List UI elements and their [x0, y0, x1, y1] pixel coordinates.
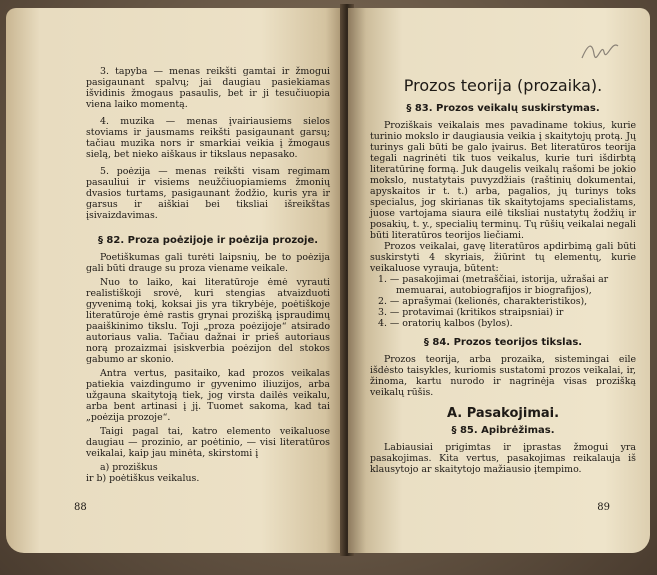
left-paragraph-3: Antra vertus, pasitaiko, kad prozos veikalas patiekia vaizdingumo ir gyvenimo iliuzijos, arba užgauna skaitytoją tiek, jog virsta dailės veikalu, arba bent artinasi į jį. Tuomet sakoma, kad tai „poėzija prozoje“. [86, 368, 330, 423]
left-page-number: 88 [74, 502, 87, 513]
left-paragraph-2: Nuo to laiko, kai literatūroje ėmė vyrauti realistiškoji srovė, kuri stengias atvaizduoti gyvenimą tokį, koksai jis yra tikrybėje, poėtiškoje literatūroje ėmė rastis grynai prozišką įspraudimų paaiškinimo tikslu. Toji „proza poėzijoje“ atsirado autoriaus valia. Tačiau dažnai ir prieš autoriaus norą prozaizmai įsiskverbia poėzijon del stokos gabumo ar skonio. [86, 277, 330, 365]
left-page [6, 8, 346, 553]
right-sec83-paragraph-1: Proziškais veikalais mes pavadiname tokius, kurie turinio mokslo ir daugiausia veikia į skaitytojų protą. Jų turinys gali būti be galo įvairus. Bet literatūros teorija tegali nagrinėti tik tuos veikalus, kurie turi išdirbtą literatūrinę formą. Juk daugelis veikalų rašomi be jokio mokslo, nustatytais puvyzdžiais (raštinių dokumentai, apyskaitos ir t. t.) arba, pagalios, jų turinys toks specialus, jog skirianas tik skaitytojams specialistams, juose vartojama siaura eilė tiksliai nustatytų žodžių ir posakių, t. y., specialių terminų. Tų rūšių veikalai negali būti literatūros teorijos liečiami. [370, 120, 636, 241]
right-sec83-list-item-3: 3. — protavimai (kritikos straipsniai) ir [378, 307, 564, 318]
left-paragraph-4: Taigi pagal tai, katro elemento veikaluose daugiau — prozinio, ar poėtinio, — visi literatūros veikalai, kaip jau minėta, skirstomi į [86, 426, 330, 459]
left-item-poezija: 5. poėzija — menas reikšti visam regimam pasauliui ir visiems neužčiuopiamiems žmonių dvasios turtams, pasigaunant žodžio, kuris yra ir garsus ir aiškiai bei tiksliai išreikštas įsivaizdavimas. [86, 166, 330, 221]
right-sec83-list-item-4: 4. — oratorių kalbos (bylos). [378, 318, 513, 329]
right-section-83-title: § 83. Prozos veikalų suskirstymas. [406, 103, 600, 114]
right-sec85-paragraph: Labiausiai prigimtas ir įprastas žmogui yra pasakojimas. Kita vertus, pasakojimas reikalauja iš klausytojo ar skaitytojo mažiausio įtempimo. [370, 442, 636, 475]
left-list-a: a) proziškus [100, 462, 158, 473]
right-section-84-title: § 84. Prozos teorijos tikslas. [423, 337, 583, 348]
left-item-tapyba: 3. tapyba — menas reikšti gamtai ir žmogui pasigaunant spalvų; jai daugiau pasiekiamas išvidinis žmogaus pasaulis, bet ir ji tesučiuopia viena laiko momentą. [86, 66, 330, 110]
right-sec84-paragraph: Prozos teorija, arba prozaika, sistemingai eile išdėsto taisykles, kuriomis sustatomi prozos veikalai, ir, žinoma, kartu nurodo ir nagrinėja visas prozišką veikalų rūšis. [370, 354, 636, 398]
right-section-a-title: A. Pasakojimai. [446, 406, 560, 421]
handwritten-mark-icon [580, 38, 620, 62]
right-sec83-list-item-2: 2. — aprašymai (kelionės, charakteristikos), [378, 296, 588, 307]
right-sec83-list-item-1: 1. — pasakojimai (metraščiai, istorija, užrašai ar memuarai, autobiografijos ir biografijos), [378, 274, 609, 296]
right-sec83-paragraph-2: Prozos veikalai, gavę literatūros apdirbimą gali būti suskirstyti 4 skyriais, žiūrint tų elementų, kurie veikaluose vyrauja, būtent: [370, 241, 636, 274]
right-main-title: Prozos teorija (prozaika). [403, 76, 603, 95]
left-section-82-title: § 82. Proza poėzijoje ir poėzija prozoje. [97, 235, 319, 246]
left-paragraph-1: Poetiškumas gali turėti laipsnių, be to poėzija gali būti drauge su proza viename veikale. [86, 252, 330, 274]
right-page-number: 89 [597, 502, 610, 513]
right-section-85-title: § 85. Apibrėžimas. [451, 425, 555, 436]
right-page [348, 8, 650, 553]
left-item-muzika: 4. muzika — menas įvairiausiems sielos stoviams ir jausmams reikšti pasigaunant garsų; tačiau muzika nors ir smarkiai veikia į žmogaus sielą, bet nieko aiškaus ir tikslaus nepasako. [86, 116, 330, 160]
left-list-b: ir b) poėtiškus veikalus. [86, 473, 200, 484]
